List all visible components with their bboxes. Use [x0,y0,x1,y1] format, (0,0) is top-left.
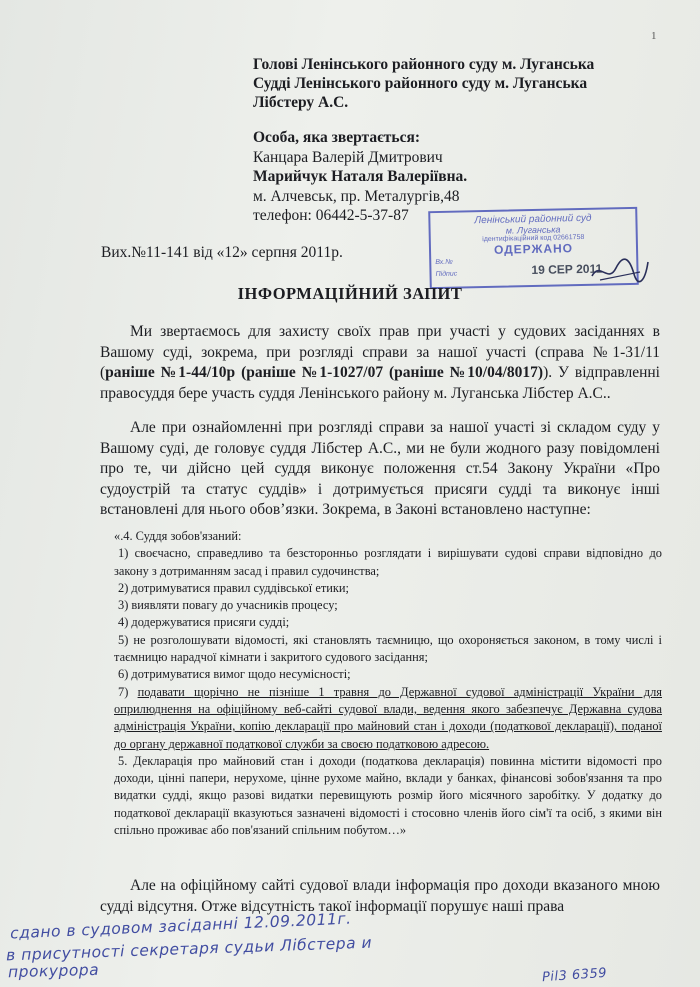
handwritten-mark: Pil3 6359 [541,965,608,986]
stamp-code: ідентифікаційний код 02661758 [482,233,585,244]
stamp-court: Ленінський районний суд [474,212,592,227]
stamp-received: ОДЕРЖАНО [493,241,574,257]
quote-item-number: 7) [118,684,138,699]
paragraph-2: Але при ознайомленні при розгляді справи за нашої участі зі складом суду у Вашому суді, де головує суддя Лібстер А.С., ми не були жодного разу повідомлені про те, чи дійсно цей суддя виконує положення ст.54 Закону України «Про судоустрій та статус суддів» і дотримується присяги судді та виконує інші встановлені для нього обов’язки. Зокрема, в Законі встановлено наступне: [100,419,660,518]
outgoing-reference: Вих.№11-141 від «12» серпня 2011р. [101,244,343,261]
quote-clause-5: 5. Декларація про майновий стан і доходи (податкова декларація) повинна містити відомості про доходи, цінні папери, нерухоме, цінне рухоме майно, вклади у банках, фінансові зобов'язання та про видатки судді, якщо разові видатки перевищують розмір його місячного заробітку. У додатку до податкової декларації вказуються зазначені відомості і стосовно членів його сім'ї та осіб, з якими він спільно проживає або пов'язаний спільним побутом…» [114,753,662,838]
document-title: ІНФОРМАЦІЙНИЙ ЗАПИТ [237,284,463,303]
stamp-sign: Підпис [435,270,458,279]
addressee-block [253,55,594,112]
quote-item: 4) додержуватися присяги судді; [118,615,290,630]
addressee-line: Лібстеру А.С. [253,94,349,111]
applicant-address: м. Алчевськ, пр. Металургів,48 [253,187,460,205]
signature-scribble [590,256,650,286]
paragraph-1 [100,322,660,404]
paragraph-3: Але на офіційному сайті судової влади інформація про доходи вказаного мною судді відсутня. Отже відсутність такої інформації порушує наші права [100,877,660,915]
quote-item: 5) не розголошувати відомості, які становлять таємницю, що охороняється законом, в тому числі і таємницю нарадчої кімнати і закритого судового засідання; [114,632,662,665]
stamp-city: м. Луганська [505,224,561,236]
addressee-line: Голові Ленінського районного суду м. Луганська [253,56,595,73]
stamp-date: 19 СЕР 2011 [531,261,603,278]
quote-heading: «.4. Суддя зобов'язаний: [114,529,242,543]
paragraph-1-text: Ми звертаємось для захисту своїх прав при участі у судових засіданнях в Вашому суді, зокрема, при розгляді справи за нашої участі (справа №1-31/11 ( [100,323,660,381]
paragraph-1-tail: ). У відправленні правосуддя бере участь суддя Ленінського району м. Луганська Лібстер А.С.. [100,364,660,402]
quote-item-underlined: подавати щорічно не пізніше 1 травня до Державної судової адміністрації України для оприлюднення на офіційному веб-сайті судової влади, ведення якого забезпечує Державна судова адміністрація України, копію декларації про майновий стан і доходи (податкової декларації), поданої до органу державної податкової служби за своєю податковою адресою. [114,684,662,751]
applicant-person: Канцара Валерій Дмитрович [253,148,443,166]
handwritten-note: сдано в судовом засiданнi 12.09.2011г. [9,909,352,943]
stamp-in-number: Вх.№ [435,258,453,267]
law-quote [114,528,662,839]
addressee-line: Судді Ленінського районного суду м. Луганська [253,75,588,92]
quote-item: 2) дотримуватися правил суддівської етики; [118,580,349,595]
page-number: 1 [651,30,657,42]
quote-item: 6) дотримуватися вимог щодо несумісності; [118,667,351,682]
quote-item: 3) виявляти повагу до учасників процесу; [118,598,338,613]
quote-item-7 [114,684,662,753]
handwritten-note: прокурора [7,960,100,982]
handwritten-note: в присутностi секретаря судьи Лiбстера и [5,933,373,965]
applicant-phone: телефон: 06442-5-37-87 [253,207,409,224]
case-numbers: раніше №1-44/10р (раніше №1-1027/07 (раніше №10/04/8017) [105,364,544,381]
quote-item: 1) своєчасно, справедливо та безсторонньо розглядати і вирішувати судові справи відповідно до закону з дотриманням засад і правил судочинства; [114,546,662,578]
applicant-person: Марийчук Наталя Валеріївна. [253,168,468,185]
applicant-heading: Особа, яка звертається: [253,129,421,146]
